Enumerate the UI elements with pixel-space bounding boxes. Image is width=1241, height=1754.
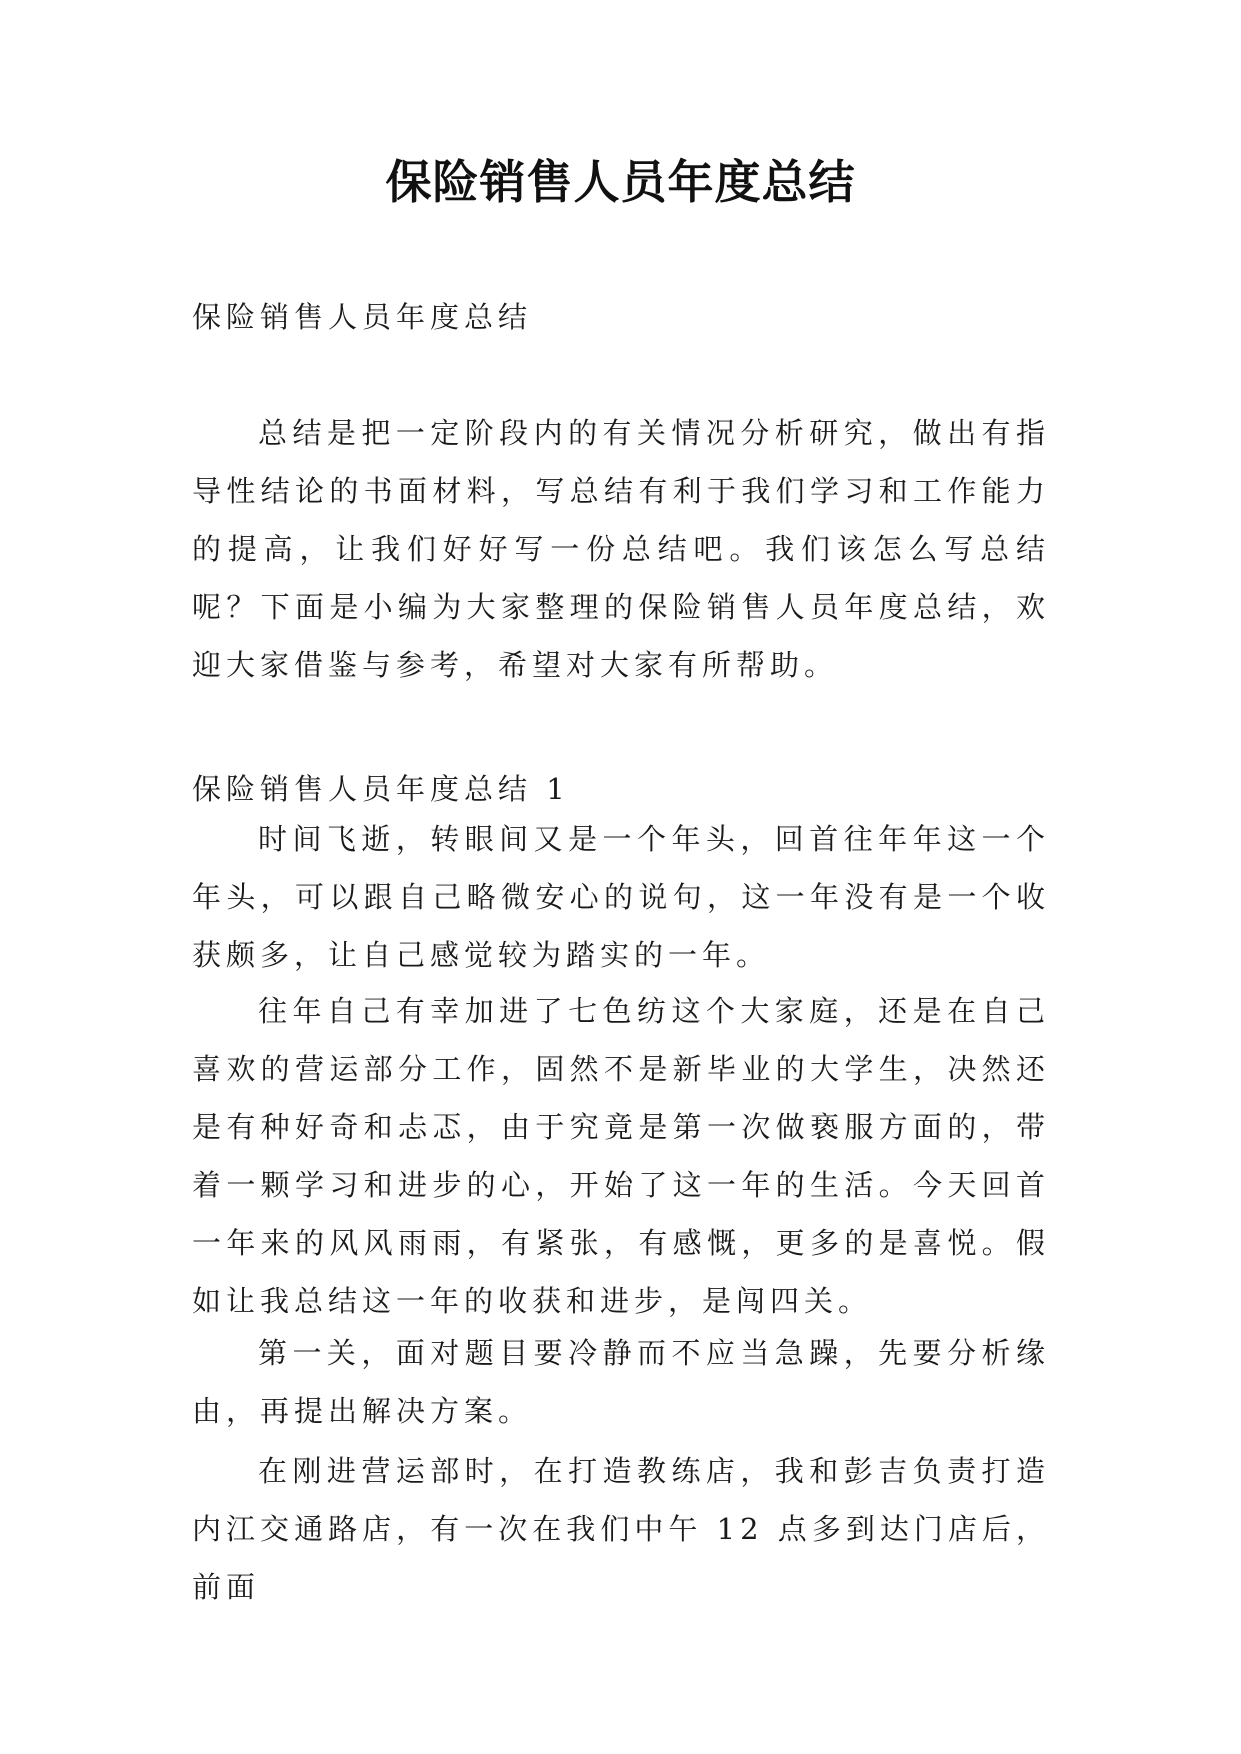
body-paragraph: 在刚进营运部时，在打造教练店，我和彭吉负责打造内江交通路店，有一次在我们中午 12 点多到达门店后，前面 (192, 1454, 1050, 1604)
body-paragraph: 第一关，面对题目要冷静而不应当急躁，先要分析缘由，再提出解决方案。 (192, 1336, 1050, 1428)
document-title: 保险销售人员年度总结 (385, 155, 856, 209)
section-heading: 保险销售人员年度总结 1 (192, 772, 570, 806)
body-paragraph: 往年自己有幸加进了七色纺这个大家庭，还是在自己喜欢的营运部分工作，固然不是新毕业的大学生，决然还是有种好奇和忐忑，由于究竟是第一次做亵服方面的，带着一颗学习和进步的心，开始了这一年的生活。今天回首一年来的风风雨雨，有紧张，有感慨，更多的是喜悦。假如让我总结这一年的收获和进步，是闯四关。 (192, 994, 1050, 1318)
document-subtitle: 保险销售人员年度总结 (192, 300, 533, 334)
body-paragraph: 时间飞逝，转眼间又是一个年头，回首往年年这一个年头，可以跟自己略微安心的说句，这一年没有是一个收获颇多，让自己感觉较为踏实的一年。 (192, 822, 1050, 972)
intro-paragraph: 总结是把一定阶段内的有关情况分析研究，做出有指导性结论的书面材料，写总结有利于我们学习和工作能力的提高，让我们好好写一份总结吧。我们该怎么写总结呢？下面是小编为大家整理的保险销售人员年度总结，欢迎大家借鉴与参考，希望对大家有所帮助。 (192, 416, 1050, 682)
